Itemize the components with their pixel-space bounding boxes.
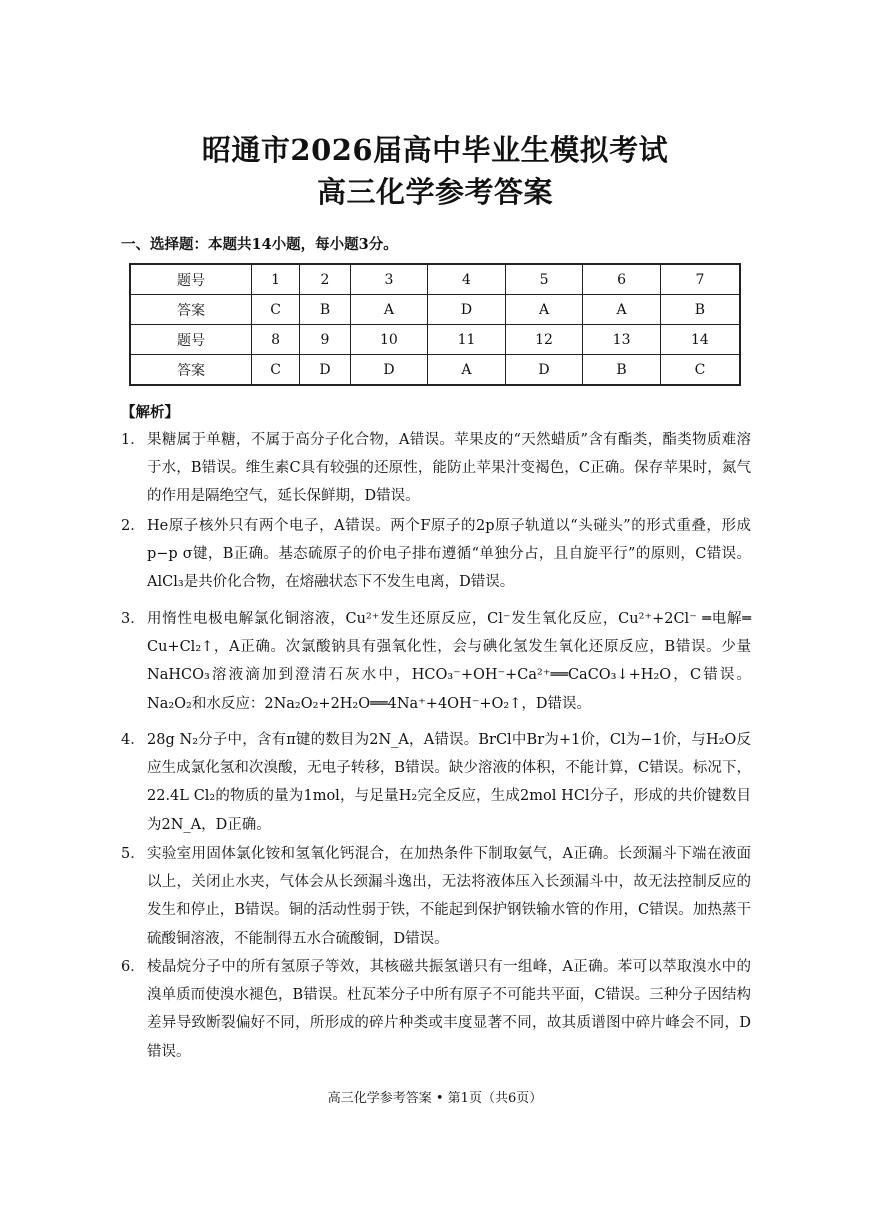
item-text: 28g N₂分子中，含有π键的数目为2N_A，A错误。BrCl中Br为+1价，Cl为−1价，与H₂O反应生成氯化氢和次溴酸，无电子转移，B错误。缺少溶液的体积，不能计算，C错误。标况下，22.4L Cl₂的物质的量为1mol，与足量H₂完全反应，生成2mol HCl分子，形成的共价键数目为2N_A，D正确。 bbox=[147, 732, 751, 833]
table-cell: 9 bbox=[300, 325, 350, 355]
table-cell: D bbox=[300, 355, 350, 386]
exam-title: 昭通市2026届高中毕业生模拟考试 bbox=[201, 133, 669, 167]
table-cell: 1 bbox=[252, 264, 300, 295]
table-row bbox=[130, 264, 740, 295]
table-cell: 8 bbox=[252, 325, 300, 355]
table-cell: 4 bbox=[428, 264, 506, 295]
item-text: 实验室用固体氯化铵和氢氧化钙混合，在加热条件下制取氨气，A正确。长颈漏斗下端在液面以上，关闭止水夹，气体会从长颈漏斗逸出，无法将液体压入长颈漏斗中，故无法控制反应的发生和停止，B错误。铜的活动性弱于铁，不能起到保护钢铁输水管的作用，C错误。加热蒸干硫酸铜溶液，不能制得五水合硫酸铜，D错误。 bbox=[147, 846, 751, 947]
table-cell: C bbox=[252, 355, 300, 386]
analysis-heading: 【解析】 bbox=[121, 404, 179, 421]
table-cell: 5 bbox=[505, 264, 583, 295]
table-cell: A bbox=[428, 355, 506, 386]
row-header-cell: 题号 bbox=[130, 325, 252, 355]
table-cell: A bbox=[505, 295, 583, 325]
table-cell: 2 bbox=[300, 264, 350, 295]
table-cell: 12 bbox=[505, 325, 583, 355]
page-footer: 高三化学参考答案 • 第1页（共6页） bbox=[327, 1091, 543, 1106]
table-cell: B bbox=[660, 295, 740, 325]
table-cell: B bbox=[300, 295, 350, 325]
exam-subtitle: 高三化学参考答案 bbox=[316, 175, 553, 209]
analysis-item bbox=[121, 605, 751, 718]
table-row bbox=[130, 355, 740, 386]
item-number: 4． bbox=[121, 732, 145, 748]
table-cell: 11 bbox=[428, 325, 506, 355]
row-header-cell: 答案 bbox=[130, 355, 252, 386]
item-text: He原子核外只有两个电子，A错误。两个F原子的2p原子轨道以“头碰头”的形式重叠，形成p−p σ键，B正确。基态硫原子的价电子排布遵循“单独分占，且自旋平行”的原则，C错误。AlCl₃是共价化合物，在熔融状态下不发生电离，D错误。 bbox=[147, 518, 751, 591]
table-cell: 7 bbox=[660, 264, 740, 295]
table-cell: 14 bbox=[660, 325, 740, 355]
analysis-item bbox=[121, 426, 751, 511]
analysis-item bbox=[121, 726, 751, 839]
table-cell: 10 bbox=[350, 325, 428, 355]
item-number: 5． bbox=[121, 846, 145, 862]
item-number: 2． bbox=[121, 518, 145, 534]
table-cell: D bbox=[505, 355, 583, 386]
item-number: 6． bbox=[121, 959, 145, 975]
item-number: 3． bbox=[121, 611, 145, 627]
table-cell: A bbox=[350, 295, 428, 325]
item-text: 果糖属于单糖，不属于高分子化合物，A错误。苹果皮的“天然蜡质”含有酯类，酯类物质难溶于水，B错误。维生素C具有较强的还原性，能防止苹果汁变褐色，C正确。保存苹果时，氮气的作用是隔绝空气，延长保鲜期，D错误。 bbox=[147, 432, 751, 505]
analysis-item bbox=[121, 512, 751, 597]
table-row bbox=[130, 325, 740, 355]
row-header-cell: 题号 bbox=[130, 264, 252, 295]
table-cell: 13 bbox=[583, 325, 661, 355]
table-cell: D bbox=[428, 295, 506, 325]
table-cell: 3 bbox=[350, 264, 428, 295]
answer-table bbox=[129, 263, 741, 386]
analysis-item bbox=[121, 840, 751, 953]
table-cell: B bbox=[583, 355, 661, 386]
table-cell: C bbox=[252, 295, 300, 325]
analysis-item bbox=[121, 953, 751, 1066]
table-cell: 6 bbox=[583, 264, 661, 295]
item-number: 1． bbox=[121, 432, 145, 448]
item-text: 用惰性电极电解氯化铜溶液，Cu²⁺发生还原反应，Cl⁻发生氧化反应，Cu²⁺+2Cl⁻ ═电解═ Cu+Cl₂↑，A正确。次氯酸钠具有强氧化性，会与碘化氢发生氧化还原反应，B错误。少量NaHCO₃溶液滴加到澄清石灰水中，HCO₃⁻+OH⁻+Ca²⁺══CaCO₃↓+H₂O，C错误。Na₂O₂和水反应：2Na₂O₂+2H₂O══4Na⁺+4OH⁻+O₂↑，D错误。 bbox=[147, 611, 751, 712]
section-heading: 一、选择题：本题共14小题，每小题3分。 bbox=[121, 236, 398, 253]
row-header-cell: 答案 bbox=[130, 295, 252, 325]
table-cell: A bbox=[583, 295, 661, 325]
table-cell: D bbox=[350, 355, 428, 386]
table-row bbox=[130, 295, 740, 325]
table-cell: C bbox=[660, 355, 740, 386]
item-text: 棱晶烷分子中的所有氢原子等效，其核磁共振氢谱只有一组峰，A正确。苯可以萃取溴水中的溴单质而使溴水褪色，B错误。杜瓦苯分子中所有原子不可能共平面，C错误。三种分子因结构差异导致断裂偏好不同，所形成的碎片种类或丰度显著不同，故其质谱图中碎片峰会不同，D错误。 bbox=[147, 959, 751, 1060]
